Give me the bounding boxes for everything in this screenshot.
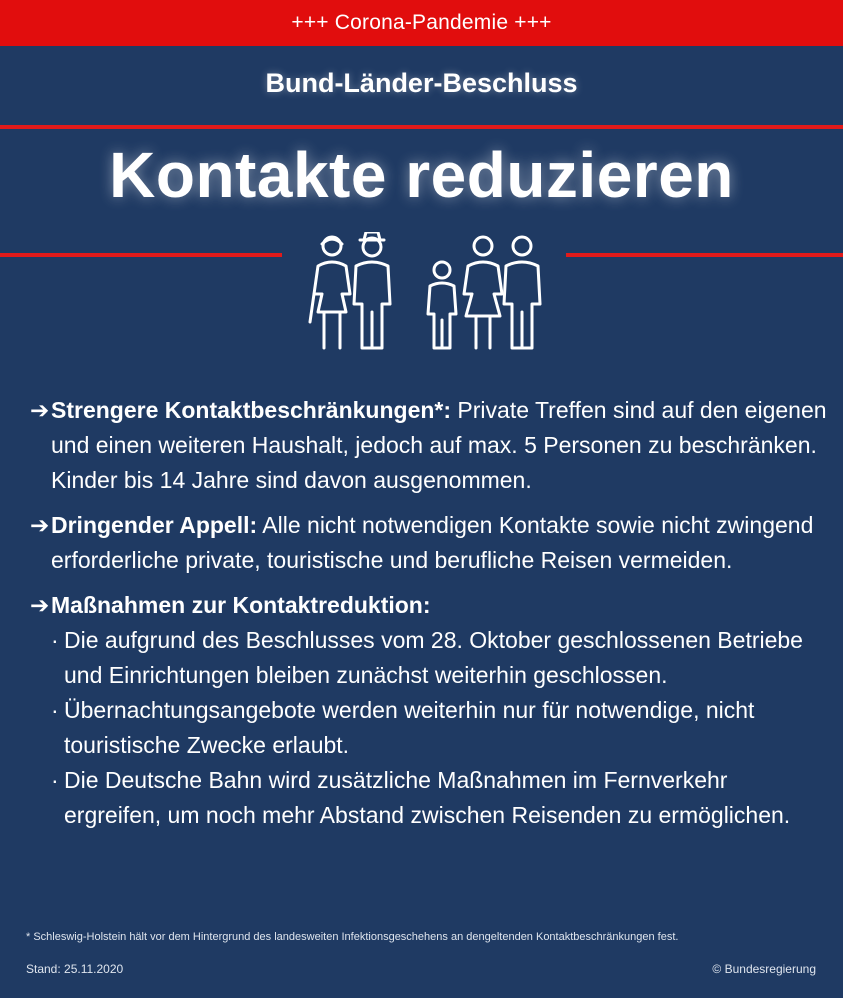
divider-left xyxy=(0,253,282,257)
woman-figure-icon xyxy=(310,237,350,348)
arrow-right-icon: ➔ xyxy=(30,512,50,538)
sub-item-text: Übernachtungsangebote werden weiterhin nur für notwendige, nicht touristische Zwecke erlaubt. xyxy=(64,697,755,758)
list-item xyxy=(30,588,830,833)
sub-list-item xyxy=(51,693,830,763)
item-text: Alle nicht notwendigen Kontakte sowie nicht zwingend erforderliche private, touristische und berufliche Reisen vermeiden. xyxy=(51,512,814,573)
bullet-icon: · xyxy=(51,767,59,793)
bullet-icon: · xyxy=(51,697,59,723)
list-item xyxy=(30,393,830,498)
sub-list xyxy=(51,623,830,833)
item-label: Dringender Appell: xyxy=(51,512,258,538)
sub-list-item xyxy=(51,623,830,693)
item-label: Strengere Kontaktbeschränkungen*: xyxy=(51,397,452,423)
family-group-icon xyxy=(290,232,552,354)
item-label: Maßnahmen zur Kontaktreduktion: xyxy=(51,592,431,618)
bullet-icon: · xyxy=(51,627,59,653)
date-stamp: Stand: 25.11.2020 xyxy=(26,962,124,976)
copyright: © Bundesregierung xyxy=(712,962,816,976)
item-text: Private Treffen sind auf den eigenen und einen weiteren Haushalt, jedoch auf max. 5 Personen zu beschränken. Kinder bis 14 Jahre sind davon ausgenommen. xyxy=(51,397,827,493)
arrow-right-icon: ➔ xyxy=(30,592,50,618)
woman-figure-icon xyxy=(464,237,502,348)
child-figure-icon xyxy=(428,262,456,348)
man-figure-icon xyxy=(504,237,540,348)
banner-text: +++ Corona-Pandemie +++ xyxy=(291,11,552,34)
sub-item-text: Die aufgrund des Beschlusses vom 28. Oktober geschlossenen Betriebe und Einrichtungen bleiben zunächst weiterhin geschlossen. xyxy=(64,627,803,688)
page-title: Kontakte reduzieren xyxy=(109,139,734,211)
arrow-right-icon: ➔ xyxy=(30,397,50,423)
top-banner xyxy=(0,0,843,46)
page-subtitle: Bund-Länder-Beschluss xyxy=(265,68,578,98)
sub-list-item xyxy=(51,763,830,833)
list-item xyxy=(30,508,830,578)
content-list xyxy=(30,393,830,843)
divider-right xyxy=(566,253,843,257)
sub-item-text: Die Deutsche Bahn wird zusätzliche Maßnahmen im Fernverkehr ergreifen, um noch mehr Abstand zwischen Reisenden zu ermöglichen. xyxy=(64,767,791,828)
footnote: * Schleswig-Holstein hält vor dem Hintergrund des landesweiten Infektionsgeschehens an dengeltenden Kontaktbeschränkungen fest. xyxy=(26,931,679,943)
divider-top xyxy=(0,125,843,129)
man-with-hat-icon xyxy=(354,232,390,348)
